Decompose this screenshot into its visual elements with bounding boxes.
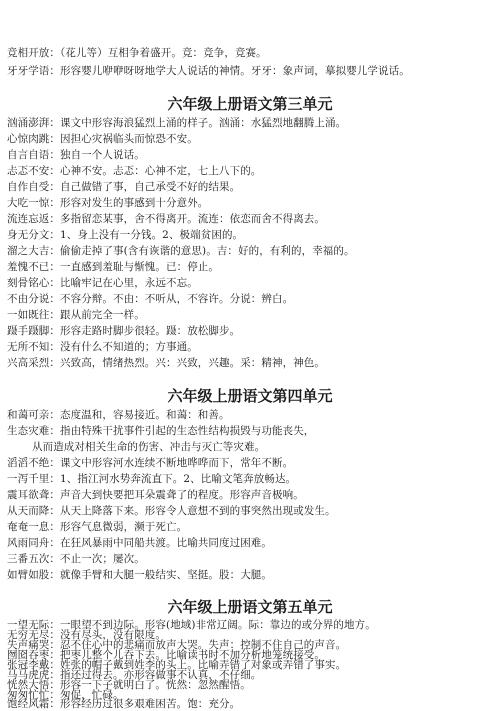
entry-line: 一望无际：一眼望不到边际。形容(地域)非常辽阔。际：靠边的或分界的地方。 [7, 619, 376, 631]
entry-line: 匆匆忙忙：匆促，忙碌。 [7, 689, 124, 701]
entry-line: 失声痛哭：忍不住心中的悲痛而放声大哭。失声：控制不住自己的声音。 [7, 639, 347, 651]
entry-line: 流连忘返：多指留恋某事，舍不得离开。流连：依恋而舍不得离去。 [7, 213, 325, 225]
entry-line: 风雨同舟：在狂风暴雨中同船共渡。比喻共同度过困难。 [7, 537, 272, 549]
entry-line: 蹑手蹑脚：形容走路时脚步很轻。蹑：放松脚步。 [7, 325, 241, 337]
entry-line: 张冠李戴：姓张的帽子戴到姓李的头上。比喻弄错了对象或弄错了事实。 [7, 659, 347, 671]
entry-line: 心惊肉跳：因担心灾祸临头而惊恐不安。 [7, 133, 198, 145]
entry-line: 自言自语：独自一个人说话。 [7, 149, 145, 161]
entry-line: 刻骨铭心：比喻牢记在心里，永远不忘。 [7, 277, 198, 289]
entry-line: 奄奄一息：形容气息微弱，濒于死亡。 [7, 521, 188, 533]
entry-line: 自作自受：自己做错了事，自己承受不好的结果。 [7, 181, 241, 193]
entry-line: 恍然大悟：形容一下子就明白了。恍然：忽然醒悟。 [7, 679, 251, 691]
entry-line: 马马虎虎：指还过得去。亦形容做事不认真，不仔细。 [7, 669, 262, 681]
entry-line: 滔滔不绝：课文中形容河水连续不断地哗哗而下，常年不断。 [7, 457, 294, 469]
entry-line: 兴高采烈：兴致高，情绪热烈。兴：兴致，兴趣。采：精神，神色。 [7, 357, 325, 369]
section-title: 六年级上册语文第五单元 [167, 598, 333, 616]
entry-line: 竞相开放：（花儿等）互相争着盛开。竞：竞争，竞赛。 [7, 47, 267, 59]
entry-line: 忐忑不安：心神不安。忐忑：心神不定，七上八下的。 [7, 165, 262, 177]
entry-line: 无所不知：没有什么不知道的；方事通。 [7, 341, 198, 353]
entry-line: 大吃一惊：形容对发生的事感到十分意外。 [7, 197, 209, 209]
entry-line: 如臂如股：就像手臂和大腿一般结实、坚挺。股：大腿。 [7, 569, 272, 581]
entry-line: 饱经风霜：形容经历过很多艰难困苦。饱：充分。 [7, 698, 241, 710]
entry-line: 和蔼可亲：态度温和，容易接近。和蔼：和善。 [7, 409, 230, 421]
section-title: 六年级上册语文第三单元 [167, 95, 333, 113]
entry-line: 囫囵吞枣：把枣儿整个儿吞下去。比喻读书时不加分析地笼统接受。 [7, 649, 325, 661]
entry-line: 溜之大吉：偷偷走掉了事(含有诙谐的意思)。吉：好的，有利的，幸福的。 [7, 245, 355, 257]
entry-line: 无穷无尽：没有尽头，没有限度。 [7, 629, 166, 641]
entry-line: 生态灾难：指由特殊干扰事件引起的生态性结构损毁与功能丧失， [7, 425, 315, 437]
entry-line: 牙牙学语：形容婴儿咿咿呀呀地学大人说话的神情。牙牙：象声词，摹拟婴儿学说话。 [7, 65, 410, 77]
entry-line: 身无分文：1、身上没有一分钱。2、极端贫困的。 [7, 229, 244, 241]
section-title: 六年级上册语文第四单元 [167, 387, 333, 405]
entry-line: 三番五次：不止一次；屡次。 [7, 553, 145, 565]
entry-line: 一泻千里：1、指江河水势奔流直下。2、比喻文笔奔放畅达。 [7, 473, 297, 485]
entry-line: 羞愧不已：一直感到羞耻与惭愧。已：停止。 [7, 261, 219, 273]
entry-line: 汹涌澎湃：课文中形容海浪猛烈上涌的样子。汹涌：水猛烈地翻腾上涌。 [7, 117, 347, 129]
entry-line: 从天而降：从天上降落下来。形容令人意想不到的事突然出现或发生。 [7, 505, 336, 517]
entry-line-continuation: 从而造成对相关生命的伤害、冲击与灭亡等灾难。 [32, 441, 266, 453]
entry-line: 震耳欲聋：声音大到快要把耳朵震聋了的程度。形容声音极响。 [7, 489, 304, 501]
entry-line: 不由分说：不容分辩。不由：不听从，不容许。分说：辨白。 [7, 293, 294, 305]
entry-line: 一如既往：跟从前完全一样。 [7, 309, 145, 321]
